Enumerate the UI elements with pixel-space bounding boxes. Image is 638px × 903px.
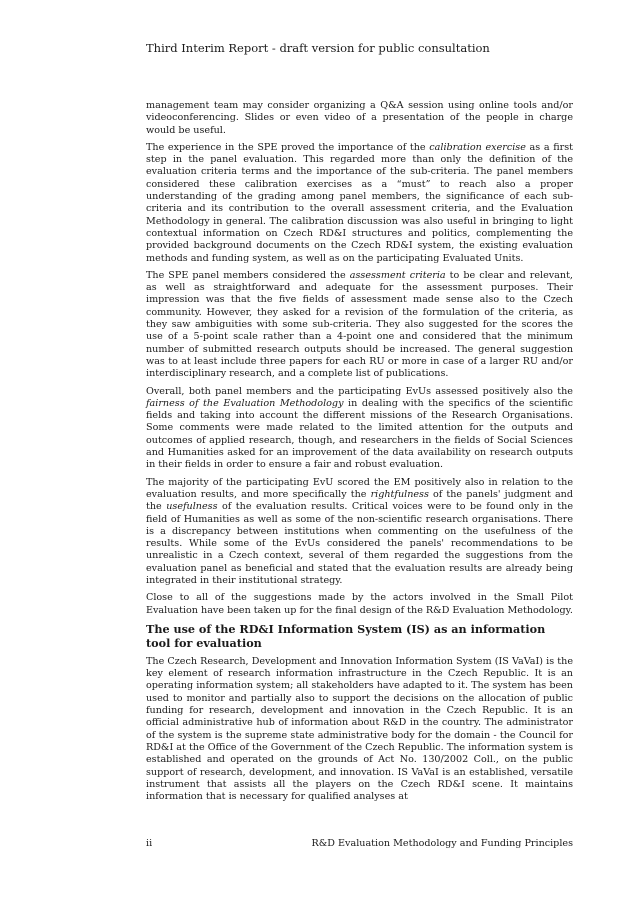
section-paragraph: The Czech Research, Development and Innovation Information System (IS VaVaI) is the key element of research information infrastructure in the Czech Republic. It is an operating information system; all stakeholders have adapted to it. The system has been used to monitor and partially also to support the decisions on the allocation of public funding for research, development and innovation in the Czech Republic. It is an official administrative hub of information about R&D in the country. The administrator of the system is the supreme state administrative body for the domain - the Council for RD&I at the Office of the Government of the Czech Republic. The information system is established and operated on the grounds of Act No. 130/2002 Coll., on the public support of research, development, and innovation. IS VaVaI is an established, versatile instrument that assists all the players on the Czech RD&I scene. It maintains information that is necessary for qualified analyses at: [146, 655, 573, 803]
paragraph-5: The majority of the participating EvU scored the EM positively also in relation to the evaluation results, and more specifically the rightfulness of the panels' judgment and the usefulness of the evaluation results. Critical voices were to be found only in the field of Humanities as well as some of the non-scientific research organisations. There is a discrepancy between institutions when commenting on the usefulness of the results. While some of the EvUs considered the panels' recommendations to be unrealistic in a Czech context, several of them regarded the suggestions from the evaluation panel as beneficial and stated that the evaluation results are already being integrated in their institutional strategy.: [146, 476, 574, 586]
body-text: [146, 100, 573, 808]
running-header: Third Interim Report - draft version for public consultation: [146, 41, 490, 55]
paragraph-3: The SPE panel members considered the assessment criteria to be clear and relevant, as well as straightforward and adequate for the assessment purposes. Their impression was that the five fields of assessment made sense also to the Czech community. However, they asked for a revision of the formulation of the criteria, as they saw ambiguities with some sub-criteria. They also suggested for the scores the use of a 5-point scale rather than a 4-point one and considered that the minimum number of submitted research outputs should be increased. The general suggestion was to at least include three papers for each RU or more in case of a larger RU and/or interdisciplinary research, and a complete list of publications.: [146, 269, 573, 380]
paragraph-4: Overall, both panel members and the participating EvUs assessed positively also the fairness of the Evaluation Methodology in dealing with the specifics of the scientific fields and taking into account the different missions of the Research Organisations. Some comments were made related to the limited attention for the outputs and outcomes of applied research, though, and researchers in the fields of Social Sciences and Humanities asked for an improvement of the data availability on research outputs in their fields in order to ensure a fair and robust evaluation.: [146, 385, 573, 471]
page-number: ii: [146, 838, 153, 849]
rightfulness-term: rightfulness: [370, 488, 429, 500]
page-footer: [146, 838, 573, 849]
fairness-term: fairness of the Evaluation Methodology: [146, 397, 344, 409]
section-heading: The use of the RD&I Information System (IS) as an information tool for evaluation: [146, 621, 546, 650]
usefulness-term: usefulness: [166, 501, 218, 513]
assessment-criteria-term: assessment criteria: [349, 269, 446, 281]
paragraph-6: Close to all of the suggestions made by the actors involved in the Small Pilot Evaluation have been taken up for the final design of the R&D Evaluation Methodology.: [146, 592, 573, 616]
paragraph-2: The experience in the SPE proved the importance of the calibration exercise as a first step in the panel evaluation. This regarded more than only the definition of the evaluation criteria terms and the importance of the sub-criteria. The panel members considered these calibration exercises as a “must” to reach also a proper understanding of the grading among panel members, the significance of each sub-criteria and its contribution to the overall assessment criteria, and the Evaluation Methodology in general. The calibration discussion was also useful in bringing to light contextual information on Czech RD&I structures and politics, complementing the provided background documents on the Czech RD&I system, the existing evaluation methods and funding system, as well as on the participating Evaluated Units.: [146, 141, 573, 264]
footer-title: R&D Evaluation Methodology and Funding Principles: [311, 838, 573, 849]
calibration-exercise-term: calibration exercise: [429, 141, 526, 153]
paragraph-1: management team may consider organizing a Q&A session using online tools and/or videoconferencing. Slides or even video of a presentation of the people in charge would be useful.: [146, 100, 573, 136]
